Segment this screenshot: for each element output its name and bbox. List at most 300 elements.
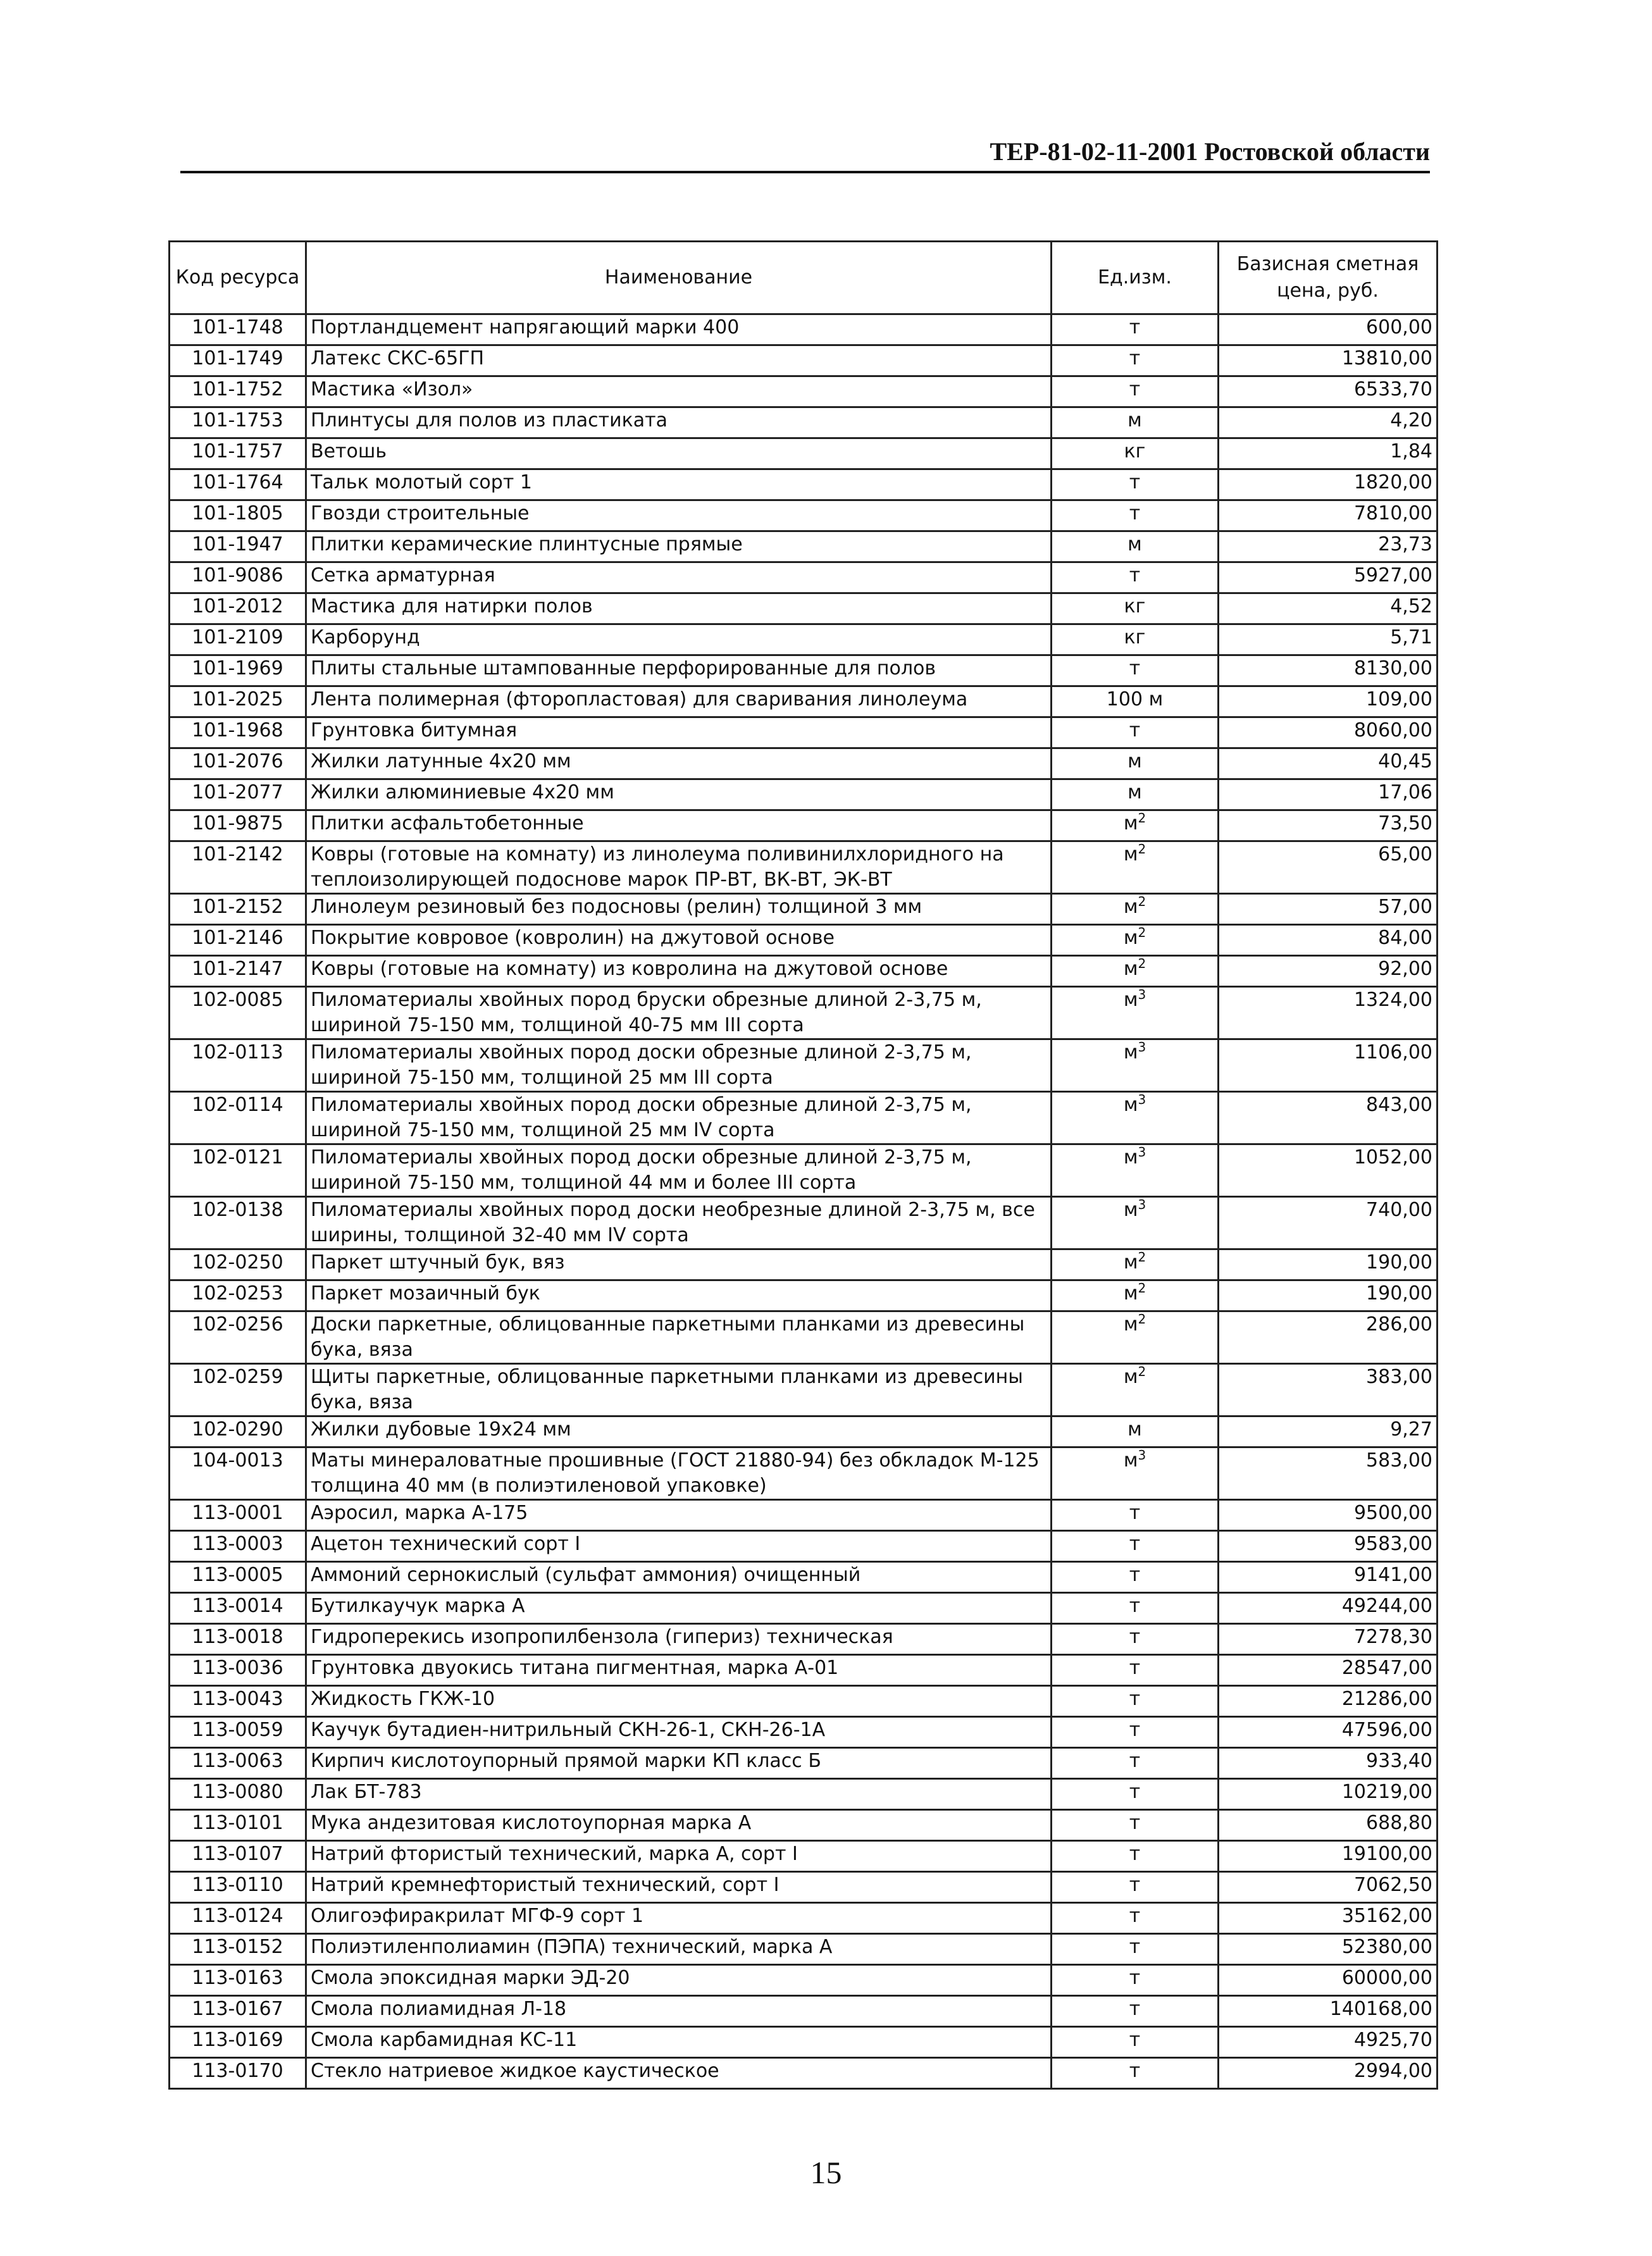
resource-name-text: Пиломатериалы хвойных пород доски необрезные длиной 2-3,75 м, все ширины, толщиной 32-40 мм IV сорта xyxy=(311,1199,1035,1246)
table-row xyxy=(170,1447,1438,1500)
table-row xyxy=(170,1810,1438,1841)
resource-name xyxy=(306,345,1052,376)
resource-name-text: Паркет мозаичный бук xyxy=(311,1282,540,1305)
resource-name xyxy=(306,1779,1052,1810)
resource-name xyxy=(306,1841,1052,1872)
resource-code xyxy=(170,1500,306,1531)
resource-code-text: 101-2109 xyxy=(192,626,283,648)
resource-name xyxy=(306,779,1052,810)
base-price-text: 843,00 xyxy=(1366,1094,1432,1116)
resource-code-text: 113-0170 xyxy=(192,2060,283,2082)
base-price xyxy=(1219,1624,1438,1655)
base-price xyxy=(1219,655,1438,686)
resource-code xyxy=(170,1934,306,1965)
unit-text: кг xyxy=(1124,595,1146,617)
resource-code xyxy=(170,1447,306,1500)
resource-name xyxy=(306,562,1052,593)
unit xyxy=(1052,1562,1219,1593)
base-price xyxy=(1219,686,1438,717)
resource-name xyxy=(306,1593,1052,1624)
resource-code-text: 102-0259 xyxy=(192,1366,283,1388)
unit xyxy=(1052,686,1219,717)
unit xyxy=(1052,562,1219,593)
base-price xyxy=(1219,2058,1438,2089)
base-price-text: 6533,70 xyxy=(1353,378,1432,400)
base-price-text: 5,71 xyxy=(1390,626,1432,648)
resource-code-text: 102-0121 xyxy=(192,1146,283,1168)
table-row xyxy=(170,407,1438,438)
unit xyxy=(1052,624,1219,655)
resource-name-text: Паркет штучный бук, вяз xyxy=(311,1251,565,1274)
table-row xyxy=(170,1779,1438,1810)
resource-name-text: Полиэтиленполиамин (ПЭПА) технический, марка А xyxy=(311,1936,833,1958)
resource-code-text: 101-1947 xyxy=(192,533,283,555)
resource-code xyxy=(170,1311,306,1364)
unit-text: т xyxy=(1129,1874,1141,1896)
table-row xyxy=(170,438,1438,469)
unit xyxy=(1052,717,1219,748)
unit-text: м xyxy=(1123,1449,1138,1472)
table-row xyxy=(170,1280,1438,1311)
unit-text: м xyxy=(1127,409,1142,431)
resource-code xyxy=(170,624,306,655)
base-price-text: 286,00 xyxy=(1366,1313,1432,1336)
resource-code xyxy=(170,593,306,624)
resource-code xyxy=(170,810,306,841)
resource-name-text: Гвозди строительные xyxy=(311,502,530,524)
unit-text: т xyxy=(1129,1905,1141,1927)
resource-name-text: Щиты паркетные, облицованные паркетными планками из древесины бука, вяза xyxy=(311,1366,1023,1413)
table-row xyxy=(170,469,1438,500)
table-row xyxy=(170,1655,1438,1686)
resource-name xyxy=(306,956,1052,987)
base-price xyxy=(1219,987,1438,1039)
base-price xyxy=(1219,1686,1438,1717)
resource-name-text: Пиломатериалы хвойных пород доски обрезные длиной 2-3,75 м, шириной 75-150 мм, толщиной 44 мм и более III сорта xyxy=(311,1146,972,1194)
unit-text: м xyxy=(1123,1094,1138,1116)
unit-text: т xyxy=(1129,1626,1141,1648)
unit xyxy=(1052,1531,1219,1562)
base-price-text: 190,00 xyxy=(1366,1251,1432,1274)
unit xyxy=(1052,2058,1219,2089)
resource-name-text: Тальк молотый сорт 1 xyxy=(311,471,532,493)
unit xyxy=(1052,779,1219,810)
base-price xyxy=(1219,562,1438,593)
table-row xyxy=(170,686,1438,717)
resource-code xyxy=(170,469,306,500)
base-price xyxy=(1219,407,1438,438)
base-price-text: 190,00 xyxy=(1366,1282,1432,1305)
table-row xyxy=(170,841,1438,894)
table-row xyxy=(170,1624,1438,1655)
base-price-text: 7810,00 xyxy=(1353,502,1432,524)
table-row xyxy=(170,1092,1438,1144)
base-price xyxy=(1219,1447,1438,1500)
unit xyxy=(1052,407,1219,438)
unit-text: м xyxy=(1127,533,1142,555)
resource-code-text: 113-0169 xyxy=(192,2029,283,2051)
unit xyxy=(1052,1934,1219,1965)
base-price xyxy=(1219,1748,1438,1779)
unit-text: м xyxy=(1123,1251,1138,1274)
resource-name xyxy=(306,1144,1052,1197)
resource-name xyxy=(306,531,1052,562)
base-price xyxy=(1219,1872,1438,1903)
table-row xyxy=(170,1039,1438,1092)
resource-name xyxy=(306,1364,1052,1416)
base-price xyxy=(1219,1500,1438,1531)
resource-code xyxy=(170,1364,306,1416)
base-price xyxy=(1219,1655,1438,1686)
resource-code xyxy=(170,407,306,438)
resource-code-text: 104-0013 xyxy=(192,1449,283,1472)
resource-code-text: 113-0101 xyxy=(192,1812,283,1834)
resource-name-text: Стекло натриевое жидкое каустическое xyxy=(311,2060,719,2082)
resource-name-text: Смола полиамидная Л-18 xyxy=(311,1998,567,2020)
resource-code xyxy=(170,1280,306,1311)
table-row xyxy=(170,925,1438,956)
resource-code-text: 101-1968 xyxy=(192,719,283,741)
page-number: 15 xyxy=(810,2155,842,2190)
resource-code xyxy=(170,1593,306,1624)
resource-code xyxy=(170,748,306,779)
resource-code-text: 101-2152 xyxy=(192,896,283,918)
unit xyxy=(1052,531,1219,562)
base-price xyxy=(1219,1039,1438,1092)
resource-name xyxy=(306,1311,1052,1364)
resource-name-text: Плитки керамические плинтусные прямые xyxy=(311,533,743,555)
table-row xyxy=(170,1562,1438,1593)
resource-code xyxy=(170,1748,306,1779)
resource-name-text: Каучук бутадиен-нитрильный СКН-26-1, СКН-26-1А xyxy=(311,1719,826,1741)
table-row xyxy=(170,1249,1438,1280)
base-price-text: 1106,00 xyxy=(1353,1041,1432,1063)
resource-name xyxy=(306,1872,1052,1903)
base-price xyxy=(1219,1249,1438,1280)
base-price-text: 73,50 xyxy=(1378,812,1432,834)
unit xyxy=(1052,1249,1219,1280)
resource-code-text: 101-1752 xyxy=(192,378,283,400)
unit-text: т xyxy=(1129,471,1141,493)
base-price xyxy=(1219,1562,1438,1593)
resource-code xyxy=(170,894,306,925)
unit-text: м xyxy=(1127,1418,1142,1441)
base-price-text: 600,00 xyxy=(1366,316,1432,338)
resource-name-text: Сетка арматурная xyxy=(311,564,495,586)
unit xyxy=(1052,1197,1219,1249)
base-price-text: 109,00 xyxy=(1366,688,1432,710)
base-price-text: 4,20 xyxy=(1390,409,1432,431)
unit xyxy=(1052,956,1219,987)
resource-code xyxy=(170,1144,306,1197)
resource-name xyxy=(306,1092,1052,1144)
resource-code-text: 102-0085 xyxy=(192,989,283,1011)
base-price xyxy=(1219,1092,1438,1144)
resource-name-text: Портландцемент напрягающий марки 400 xyxy=(311,316,740,338)
table-row xyxy=(170,810,1438,841)
resource-code-text: 101-1748 xyxy=(192,316,283,338)
base-price xyxy=(1219,593,1438,624)
unit-text: м xyxy=(1123,1366,1138,1388)
table-row xyxy=(170,500,1438,531)
base-price-text: 4,52 xyxy=(1390,595,1432,617)
resource-code xyxy=(170,1686,306,1717)
base-price-text: 740,00 xyxy=(1366,1199,1432,1221)
base-price xyxy=(1219,1280,1438,1311)
resource-name-text: Ковры (готовые на комнату) из ковролина на джутовой основе xyxy=(311,958,948,980)
resource-code xyxy=(170,376,306,407)
resource-name xyxy=(306,686,1052,717)
resource-code xyxy=(170,655,306,686)
unit-text: т xyxy=(1129,1750,1141,1772)
resource-name xyxy=(306,2058,1052,2089)
unit-exponent: 3 xyxy=(1138,1039,1146,1055)
resource-name-text: Ветошь xyxy=(311,440,387,462)
unit-exponent: 3 xyxy=(1138,1092,1146,1107)
unit-text: м xyxy=(1123,812,1138,834)
base-price-text: 9,27 xyxy=(1390,1418,1432,1441)
resource-name xyxy=(306,1039,1052,1092)
base-price xyxy=(1219,314,1438,345)
resource-name-text: Жилки дубовые 19х24 мм xyxy=(311,1418,571,1441)
resource-code xyxy=(170,314,306,345)
base-price xyxy=(1219,1779,1438,1810)
base-price xyxy=(1219,717,1438,748)
resource-code-text: 102-0138 xyxy=(192,1199,283,1221)
base-price-text: 13810,00 xyxy=(1341,347,1432,369)
resource-code xyxy=(170,1624,306,1655)
resource-name-text: Лак БТ-783 xyxy=(311,1781,422,1803)
unit-exponent: 2 xyxy=(1138,810,1146,826)
table-row xyxy=(170,314,1438,345)
base-price-text: 7278,30 xyxy=(1353,1626,1432,1648)
resource-name-text: Натрий кремнефтористый технический, сорт I xyxy=(311,1874,779,1896)
unit-exponent: 2 xyxy=(1138,1311,1146,1327)
base-price xyxy=(1219,748,1438,779)
table-row xyxy=(170,779,1438,810)
resource-code xyxy=(170,2058,306,2089)
resource-code-text: 101-1969 xyxy=(192,657,283,679)
resource-code xyxy=(170,1779,306,1810)
base-price-text: 49244,00 xyxy=(1341,1595,1432,1617)
resource-name-text: Мастика «Изол» xyxy=(311,378,473,400)
unit xyxy=(1052,314,1219,345)
base-price-text: 47596,00 xyxy=(1341,1719,1432,1741)
unit xyxy=(1052,1500,1219,1531)
table-row xyxy=(170,562,1438,593)
resource-name xyxy=(306,1748,1052,1779)
base-price xyxy=(1219,1416,1438,1447)
resource-name xyxy=(306,987,1052,1039)
resource-code-text: 113-0080 xyxy=(192,1781,283,1803)
base-price xyxy=(1219,956,1438,987)
resource-name xyxy=(306,469,1052,500)
resource-code xyxy=(170,1810,306,1841)
price-table xyxy=(168,240,1438,2090)
resource-code-text: 113-0003 xyxy=(192,1533,283,1555)
unit-exponent: 3 xyxy=(1138,987,1146,1002)
unit-text: м xyxy=(1123,927,1138,949)
unit-text: кг xyxy=(1124,626,1146,648)
resource-code-text: 113-0063 xyxy=(192,1750,283,1772)
unit xyxy=(1052,1779,1219,1810)
base-price-text: 60000,00 xyxy=(1341,1967,1432,1989)
table-row xyxy=(170,1593,1438,1624)
unit xyxy=(1052,841,1219,894)
resource-code-text: 113-0014 xyxy=(192,1595,283,1617)
resource-name xyxy=(306,1686,1052,1717)
table-row xyxy=(170,1686,1438,1717)
resource-code xyxy=(170,779,306,810)
column-header-price: Базисная сметная цена, руб. xyxy=(1219,242,1438,314)
resource-code-text: 113-0167 xyxy=(192,1998,283,2020)
table-header-row xyxy=(170,242,1438,314)
unit-text: т xyxy=(1129,1812,1141,1834)
unit-text: т xyxy=(1129,564,1141,586)
base-price-text: 688,80 xyxy=(1366,1812,1432,1834)
resource-name-text: Бутилкаучук марка А xyxy=(311,1595,525,1617)
resource-name xyxy=(306,1531,1052,1562)
base-price-text: 10219,00 xyxy=(1341,1781,1432,1803)
resource-code xyxy=(170,2027,306,2058)
base-price-text: 1324,00 xyxy=(1353,989,1432,1011)
unit xyxy=(1052,1593,1219,1624)
resource-code-text: 113-0018 xyxy=(192,1626,283,1648)
base-price-text: 35162,00 xyxy=(1341,1905,1432,1927)
resource-name-text: Ковры (готовые на комнату) из линолеума поливинилхлоридного на теплоизолирующей подоснове марок ПР-ВТ, ВК-ВТ, ЭК-ВТ xyxy=(311,843,1004,891)
unit xyxy=(1052,1655,1219,1686)
base-price xyxy=(1219,779,1438,810)
resource-name xyxy=(306,717,1052,748)
resource-name xyxy=(306,593,1052,624)
base-price xyxy=(1219,345,1438,376)
unit xyxy=(1052,593,1219,624)
unit xyxy=(1052,1311,1219,1364)
unit-text: т xyxy=(1129,502,1141,524)
resource-code xyxy=(170,1655,306,1686)
unit-exponent: 2 xyxy=(1138,956,1146,971)
unit-text: т xyxy=(1129,1781,1141,1803)
table-row xyxy=(170,1500,1438,1531)
resource-name-text: Маты минераловатные прошивные (ГОСТ 21880-94) без обкладок М-125 толщина 40 мм (в полиэтиленовой упаковке) xyxy=(311,1449,1040,1497)
table-body xyxy=(170,314,1438,2089)
unit xyxy=(1052,1965,1219,1996)
resource-code xyxy=(170,1039,306,1092)
resource-name xyxy=(306,624,1052,655)
resource-name-text: Олигоэфиракрилат МГФ-9 сорт 1 xyxy=(311,1905,644,1927)
resource-name-text: Грунтовка битумная xyxy=(311,719,518,741)
resource-code-text: 102-0290 xyxy=(192,1418,283,1441)
resource-name xyxy=(306,841,1052,894)
document-header xyxy=(180,134,1430,173)
base-price xyxy=(1219,1197,1438,1249)
base-price xyxy=(1219,376,1438,407)
unit-text: т xyxy=(1129,1533,1141,1555)
resource-name xyxy=(306,1197,1052,1249)
resource-code-text: 101-2076 xyxy=(192,750,283,772)
resource-code xyxy=(170,1872,306,1903)
base-price-text: 40,45 xyxy=(1378,750,1432,772)
unit-exponent: 2 xyxy=(1138,1364,1146,1379)
resource-code-text: 102-0253 xyxy=(192,1282,283,1305)
base-price xyxy=(1219,841,1438,894)
resource-name xyxy=(306,1562,1052,1593)
resource-name-text: Жилки алюминиевые 4х20 мм xyxy=(311,781,614,803)
resource-name-text: Натрий фтористый технический, марка А, сорт I xyxy=(311,1843,798,1865)
base-price-text: 7062,50 xyxy=(1353,1874,1432,1896)
unit xyxy=(1052,376,1219,407)
resource-code xyxy=(170,956,306,987)
column-header-code: Код ресурса xyxy=(170,242,306,314)
resource-code xyxy=(170,531,306,562)
unit xyxy=(1052,810,1219,841)
unit-text: т xyxy=(1129,1998,1141,2020)
unit-text: т xyxy=(1129,1843,1141,1865)
column-header-name: Наименование xyxy=(306,242,1052,314)
resource-code xyxy=(170,841,306,894)
resource-code-text: 113-0001 xyxy=(192,1502,283,1524)
table-row xyxy=(170,1748,1438,1779)
base-price-text: 2994,00 xyxy=(1353,2060,1432,2082)
resource-code xyxy=(170,1996,306,2027)
resource-code xyxy=(170,1092,306,1144)
resource-name-text: Жидкость ГКЖ-10 xyxy=(311,1688,495,1710)
resource-name xyxy=(306,1903,1052,1934)
resource-name xyxy=(306,655,1052,686)
table-row xyxy=(170,1934,1438,1965)
unit xyxy=(1052,925,1219,956)
resource-name-text: Смола карбамидная КС-11 xyxy=(311,2029,578,2051)
resource-name-text: Покрытие ковровое (ковролин) на джутовой основе xyxy=(311,927,835,949)
unit-text: т xyxy=(1129,347,1141,369)
unit xyxy=(1052,894,1219,925)
resource-name xyxy=(306,1996,1052,2027)
base-price xyxy=(1219,810,1438,841)
table-row xyxy=(170,593,1438,624)
resource-code-text: 102-0256 xyxy=(192,1313,283,1336)
table-row xyxy=(170,345,1438,376)
unit-text: 100 м xyxy=(1106,688,1164,710)
resource-code-text: 113-0059 xyxy=(192,1719,283,1741)
resource-name-text: Грунтовка двуокись титана пигментная, марка А-01 xyxy=(311,1657,839,1679)
resource-code-text: 102-0113 xyxy=(192,1041,283,1063)
resource-code-text: 101-1764 xyxy=(192,471,283,493)
base-price xyxy=(1219,894,1438,925)
resource-code-text: 101-2025 xyxy=(192,688,283,710)
base-price xyxy=(1219,1593,1438,1624)
resource-name xyxy=(306,1249,1052,1280)
resource-code-text: 101-1749 xyxy=(192,347,283,369)
resource-name-text: Лента полимерная (фторопластовая) для сваривания линолеума xyxy=(311,688,968,710)
table-row xyxy=(170,624,1438,655)
column-header-unit: Ед.изм. xyxy=(1052,242,1219,314)
resource-code-text: 101-2142 xyxy=(192,843,283,865)
table-row xyxy=(170,2058,1438,2089)
resource-code-text: 113-0163 xyxy=(192,1967,283,1989)
base-price-text: 9500,00 xyxy=(1353,1502,1432,1524)
resource-name-text: Аммоний сернокислый (сульфат аммония) очищенный xyxy=(311,1564,861,1586)
resource-code xyxy=(170,1416,306,1447)
base-price-text: 65,00 xyxy=(1378,843,1432,865)
resource-code xyxy=(170,1841,306,1872)
resource-code-text: 101-1757 xyxy=(192,440,283,462)
unit-text: м xyxy=(1123,843,1138,865)
resource-code-text: 102-0114 xyxy=(192,1094,283,1116)
resource-code xyxy=(170,345,306,376)
resource-name xyxy=(306,1500,1052,1531)
resource-name xyxy=(306,500,1052,531)
base-price-text: 1,84 xyxy=(1390,440,1432,462)
